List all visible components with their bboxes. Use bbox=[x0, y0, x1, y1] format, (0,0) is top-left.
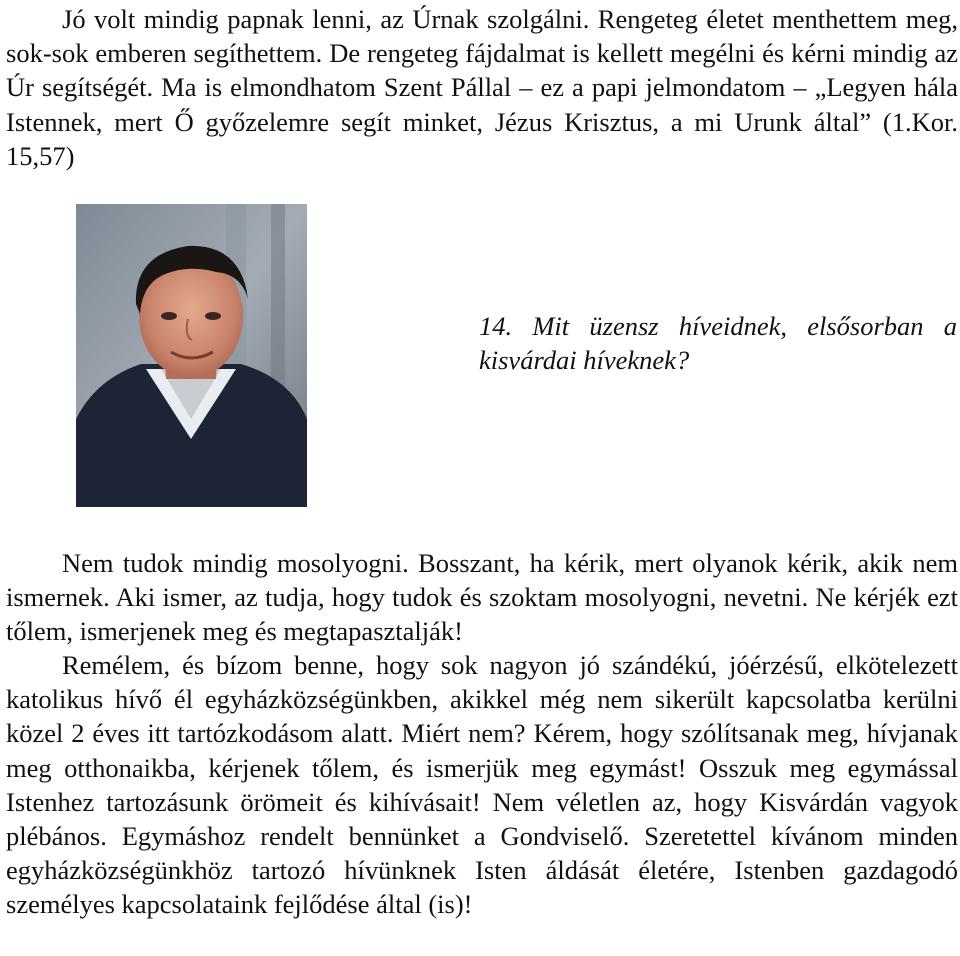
portrait-photo bbox=[76, 204, 307, 507]
paragraph-answer-1: Nem tudok mindig mosolyogni. Bosszant, ha kérik, mert olyanok kérik, akik nem ismernek. Aki ismer, az tudja, hogy tudok és szoktam mosolyogni, nevetni. Ne kérjék ezt tőlem, ismerjenek meg és megtapasztalják! bbox=[6, 548, 958, 647]
paragraph-motto: Jó volt mindig papnak lenni, az Úrnak szolgálni. Rengeteg életet menthettem meg, sok-sok emberen segíthettem. De rengeteg fájdalmat is kellett megélni és kérni mindig az Úr segítségét. Ma is elmondhatom Szent Pállal – ez a papi jelmondatom – „Legyen hála Istennek, mert Ő győzelemre segít minket, Jézus Krisztus, a mi Urunk által” (1.Kor. 15,57) bbox=[6, 4, 958, 171]
interview-question: 14. Mit üzensz híveidnek, elsősorban a kisvárdai híveknek? bbox=[479, 311, 957, 376]
paragraph-answer-2: Remélem, és bízom benne, hogy sok nagyon jó szándékú, jóérzésű, elkötelezett katolikus hívő él egyházközségünkben, akikkel még nem sikerült kapcsolatba kerülni közel 2 éves itt tartózkodásom alatt. Miért nem? Kérem, hogy szólítsanak meg, hívjanak meg otthonaikba, kérjenek tőlem, és ismerjük meg egymást! Osszuk meg egymással Istenhez tartozásunk örömeit és kihívásait! Nem véletlen az, hogy Kisvárdán vagyok plébános. Egymáshoz rendelt bennünket a Gondviselő. Szeretettel kívánom minden egyházközségünkhöz tartozó hívünknek Isten áldását életére, Istenben gazdagodó személyes kapcsolataink fejlődése által (is)! bbox=[6, 650, 958, 920]
